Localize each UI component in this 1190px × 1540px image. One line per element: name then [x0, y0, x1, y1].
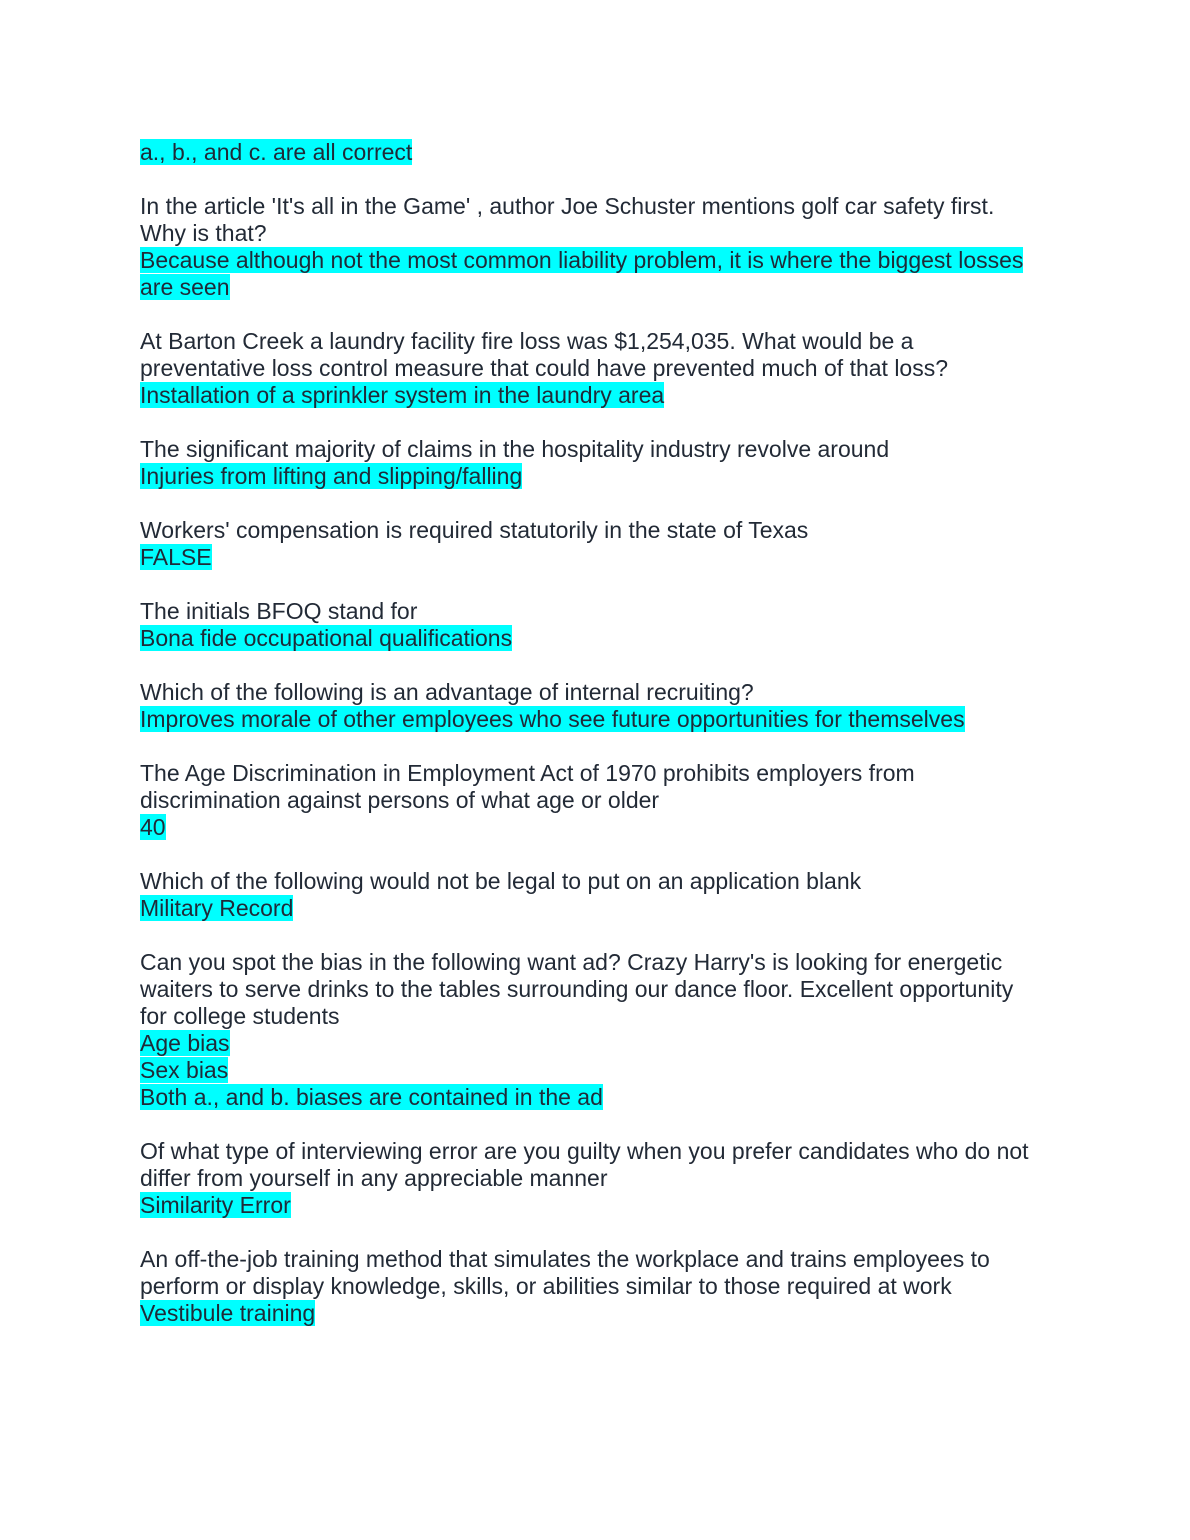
question-line: perform or display knowledge, skills, or abilities similar to those required at work: [140, 1273, 952, 1299]
qa-block: [140, 868, 1050, 922]
answer-line: [140, 382, 1050, 409]
answer-highlight: Bona fide occupational qualifications: [140, 625, 513, 651]
question-line: Which of the following would not be legal to put on an application blank: [140, 868, 862, 894]
answer-line: [140, 1057, 1050, 1084]
answer-highlight: a., b., and c. are all correct: [140, 139, 413, 165]
question-line: waiters to serve drinks to the tables surrounding our dance floor. Excellent opportunity: [140, 976, 1014, 1002]
qa-block: [140, 436, 1050, 490]
question-line: An off-the-job training method that simulates the workplace and trains employees to: [140, 1246, 990, 1272]
qa-block: [140, 949, 1050, 1111]
answer-highlight: Military Record: [140, 895, 294, 921]
qa-block: [140, 760, 1050, 841]
answer-line: [140, 463, 1050, 490]
question-line: The significant majority of claims in the hospitality industry revolve around: [140, 436, 890, 462]
qa-block: [140, 1246, 1050, 1327]
answer-highlight: Vestibule training: [140, 1300, 316, 1326]
answer-highlight: 40: [140, 814, 166, 840]
question-line: differ from yourself in any appreciable manner: [140, 1165, 608, 1191]
answer-line: [140, 1030, 1050, 1057]
answer-line: [140, 814, 1050, 841]
answer-highlight: FALSE: [140, 544, 212, 570]
qa-block: [140, 517, 1050, 571]
question-line: preventative loss control measure that could have prevented much of that loss?: [140, 355, 949, 381]
question-line: for college students: [140, 1003, 340, 1029]
answer-highlight: Similarity Error: [140, 1192, 291, 1218]
answer-line: [140, 706, 1050, 733]
qa-block: [140, 1138, 1050, 1219]
answer-highlight: Age bias: [140, 1030, 230, 1056]
qa-block: [140, 679, 1050, 733]
question-line: At Barton Creek a laundry facility fire loss was $1,254,035. What would be a: [140, 328, 914, 354]
question-line: Of what type of interviewing error are you guilty when you prefer candidates who do not: [140, 1138, 1029, 1164]
question-answer-list: [140, 193, 1050, 1327]
question-line: The Age Discrimination in Employment Act of 1970 prohibits employers from: [140, 760, 915, 786]
question-line: The initials BFOQ stand for: [140, 598, 418, 624]
answer-line: [140, 544, 1050, 571]
question-line: Why is that?: [140, 220, 267, 246]
answer-highlight: Sex bias: [140, 1057, 229, 1083]
answer-line: [140, 1192, 1050, 1219]
document-page: [140, 139, 1050, 1354]
answer-highlight: Improves morale of other employees who see future opportunities for themselves: [140, 706, 965, 732]
question-line: discrimination against persons of what age or older: [140, 787, 660, 813]
leading-answer-block: [140, 139, 1050, 166]
answer-highlight: Both a., and b. biases are contained in the ad: [140, 1084, 603, 1110]
answer-highlight: Installation of a sprinkler system in the laundry area: [140, 382, 665, 408]
answer-line: [140, 247, 1050, 274]
answer-line: [140, 1084, 1050, 1111]
answer-highlight: Injuries from lifting and slipping/falling: [140, 463, 523, 489]
question-line: Which of the following is an advantage of internal recruiting?: [140, 679, 754, 705]
answer-highlight: Because although not the most common liability problem, it is where the biggest losses: [140, 247, 1024, 273]
question-line: Workers' compensation is required statutorily in the state of Texas: [140, 517, 809, 543]
answer-line: [140, 895, 1050, 922]
qa-block: [140, 328, 1050, 409]
qa-block: [140, 193, 1050, 301]
question-line: In the article 'It's all in the Game' , author Joe Schuster mentions golf car safety first.: [140, 193, 995, 219]
question-line: Can you spot the bias in the following want ad? Crazy Harry's is looking for energetic: [140, 949, 1003, 975]
answer-highlight: are seen: [140, 274, 230, 300]
answer-line: [140, 274, 1050, 301]
answer-line: [140, 625, 1050, 652]
qa-block: [140, 598, 1050, 652]
answer-line: [140, 1300, 1050, 1327]
